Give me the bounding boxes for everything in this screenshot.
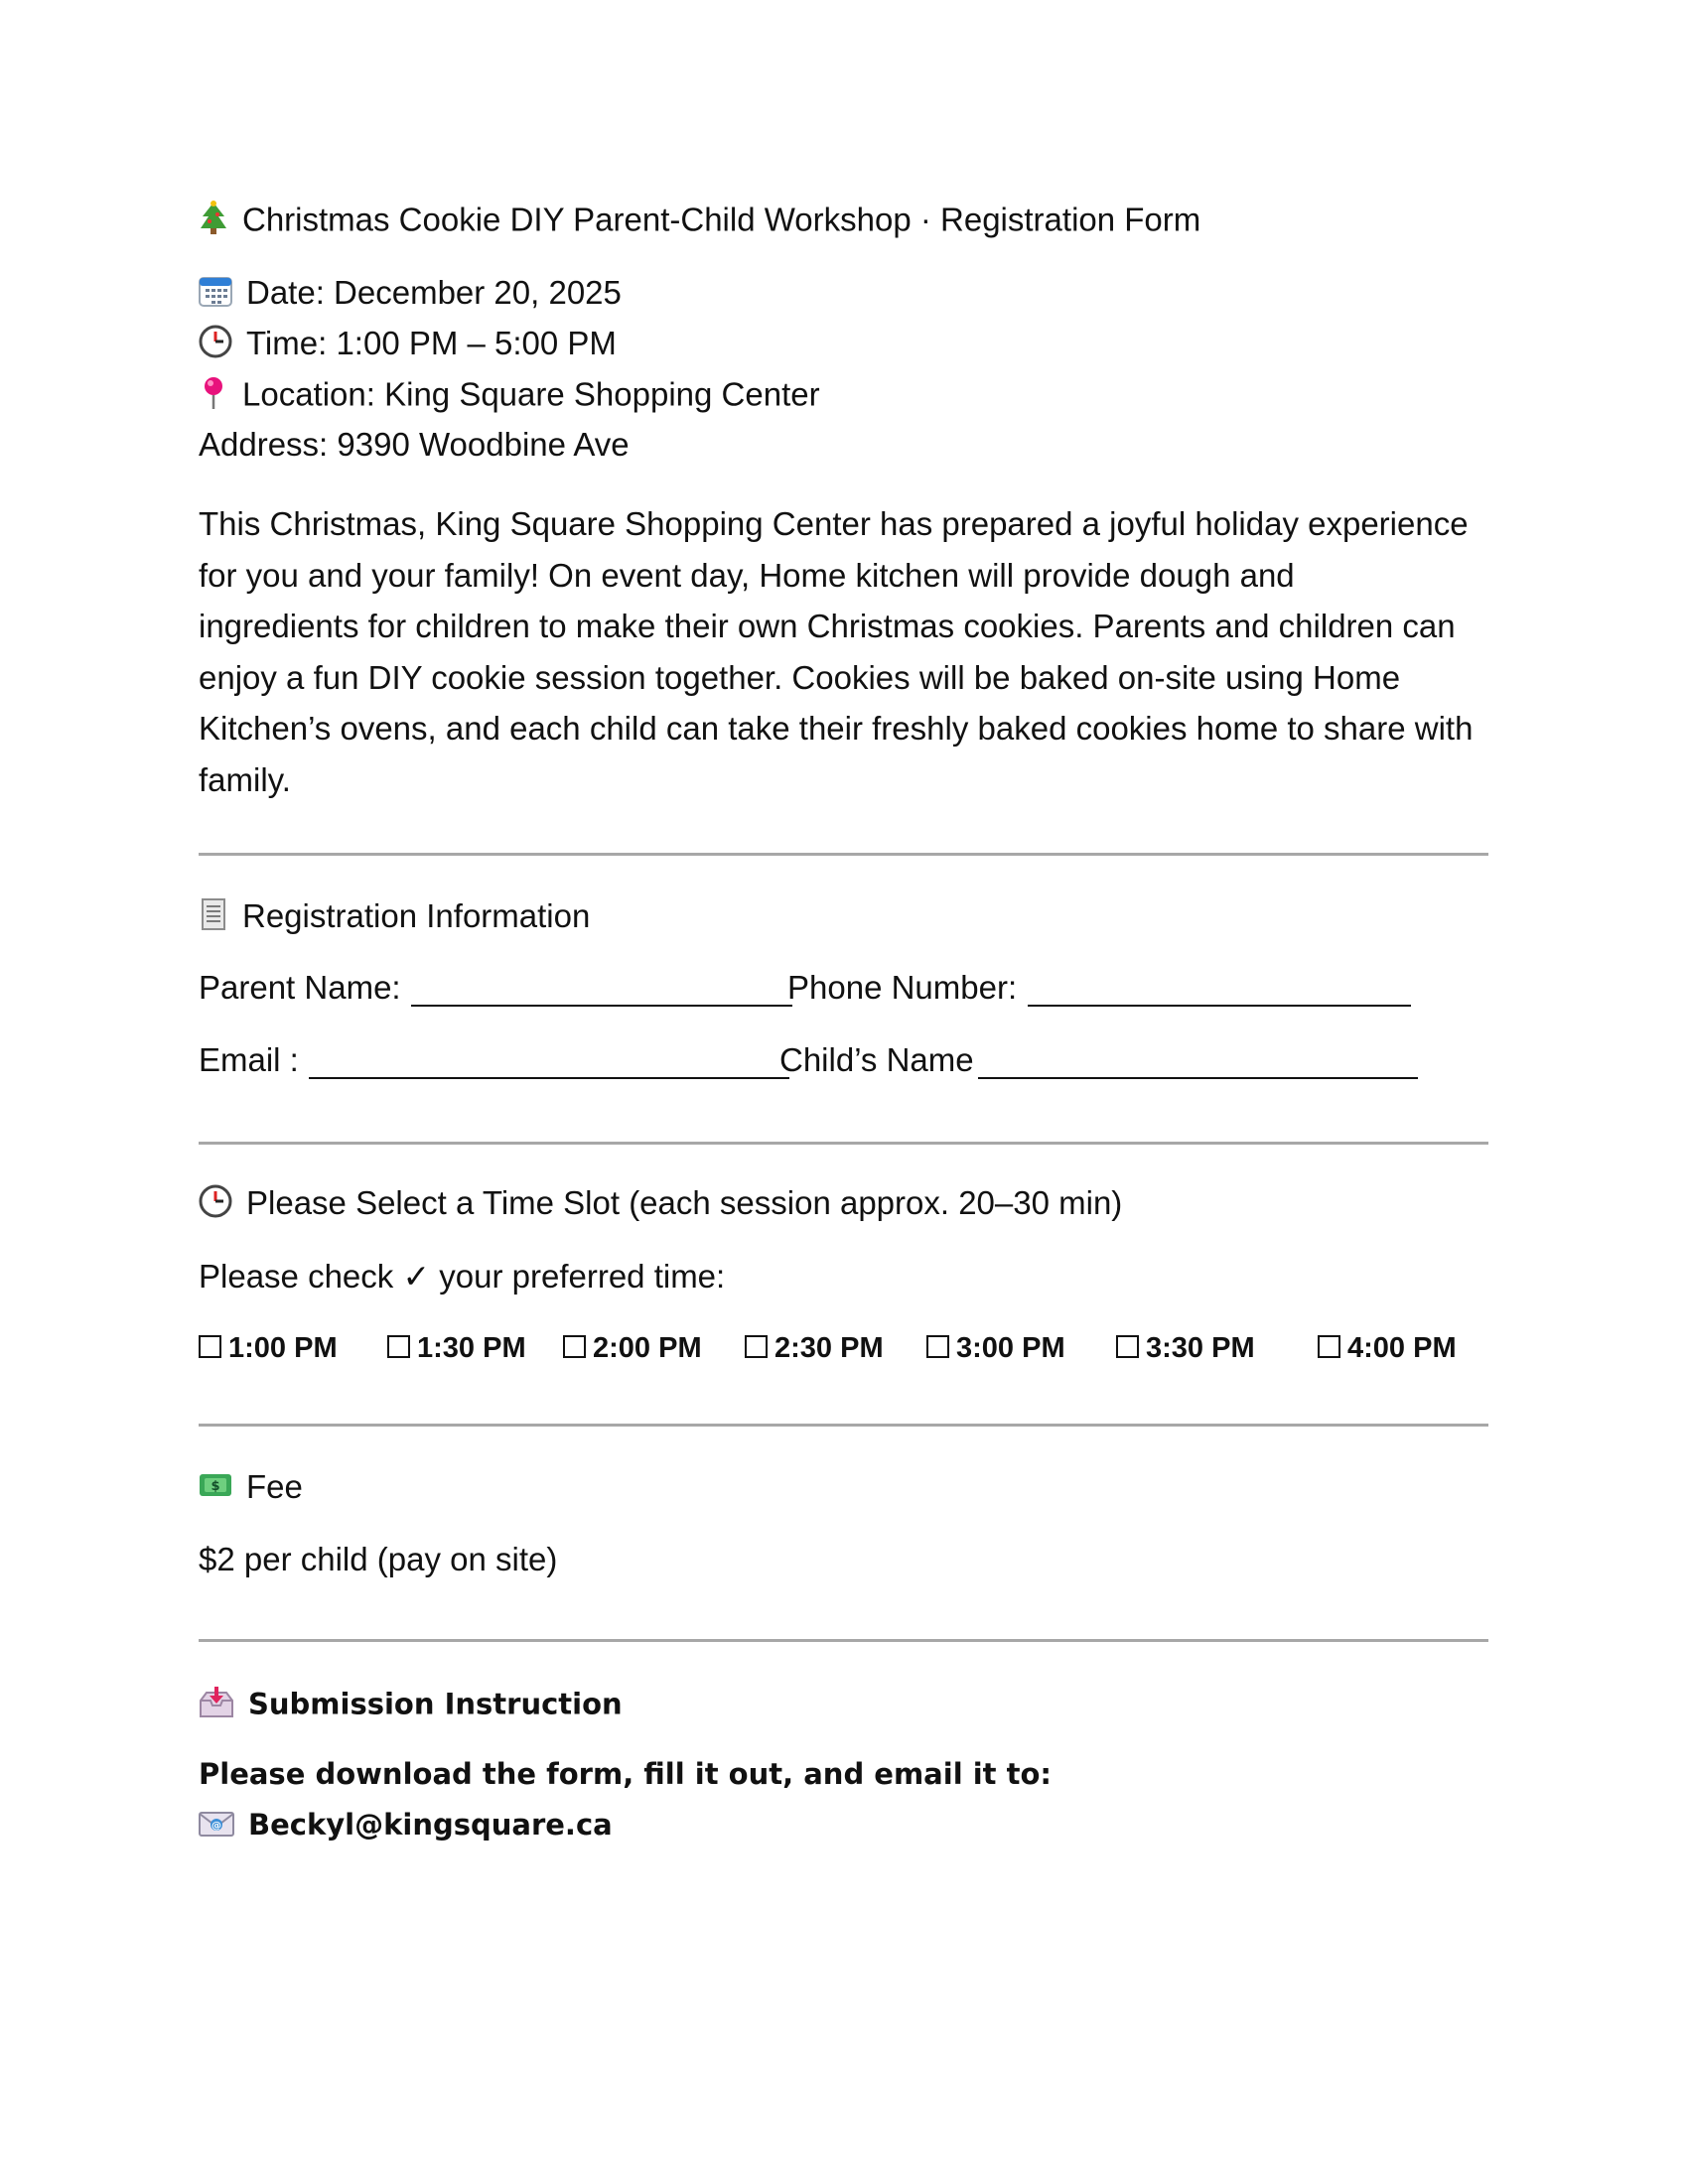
- pushpin-icon: [199, 375, 228, 419]
- time-slot-label: 4:00 PM: [1347, 1332, 1457, 1364]
- event-location: [199, 375, 820, 419]
- child-name-label: Child’s Name: [779, 1041, 974, 1078]
- time-slot-label: 3:00 PM: [956, 1332, 1065, 1364]
- section-divider: [199, 853, 1488, 856]
- registration-heading-text: Registration Information: [242, 897, 591, 934]
- time-slot-heading: [199, 1184, 1122, 1226]
- svg-text:@: @: [211, 1820, 221, 1832]
- child-name-field[interactable]: [978, 1047, 1418, 1079]
- envelope-icon: [199, 1810, 234, 1844]
- time-slot-label: 2:30 PM: [774, 1332, 884, 1364]
- checkbox[interactable]: [745, 1335, 768, 1358]
- phone-number-field[interactable]: [1028, 975, 1411, 1007]
- fee-heading-text: Fee: [246, 1468, 303, 1505]
- receipt-icon: [199, 897, 228, 939]
- clock-icon: [199, 1184, 232, 1226]
- event-location-text: Location: King Square Shopping Center: [242, 375, 820, 413]
- intro-line: enjoy a fun DIY cookie session together. Cookies will be baked on-site using Home: [199, 658, 1401, 696]
- time-slot-label: 2:00 PM: [593, 1332, 702, 1364]
- intro-line: Kitchen’s ovens, and each child can take their freshly baked cookies home to share with: [199, 710, 1474, 747]
- phone-number-label: Phone Number:: [787, 969, 1018, 1006]
- email-row: [199, 1041, 789, 1079]
- section-divider: [199, 1424, 1488, 1427]
- phone-row: [787, 969, 1411, 1007]
- submission-email-link[interactable]: Beckyl@kingsquare.ca: [248, 1808, 613, 1842]
- checkbox[interactable]: [1318, 1335, 1340, 1358]
- svg-text:$: $: [211, 1479, 220, 1495]
- submission-heading: [199, 1687, 623, 1725]
- time-slot-option-4[interactable]: [745, 1332, 884, 1365]
- submission-text: Please download the form, fill it out, and email it to:: [199, 1757, 1053, 1791]
- registration-heading: [199, 897, 590, 939]
- time-slot-label: 1:30 PM: [417, 1332, 526, 1364]
- submission-heading-text: Submission Instruction: [248, 1687, 623, 1721]
- time-slot-option-1[interactable]: [199, 1332, 338, 1365]
- checkbox[interactable]: [926, 1335, 949, 1358]
- fee-heading: [199, 1468, 303, 1508]
- parent-name-field[interactable]: [411, 975, 792, 1007]
- checkbox[interactable]: [387, 1335, 410, 1358]
- checkbox[interactable]: [199, 1335, 221, 1358]
- time-slot-option-7[interactable]: [1318, 1332, 1457, 1365]
- intro-line: for you and your family! On event day, Home kitchen will provide dough and: [199, 556, 1295, 594]
- intro-line: This Christmas, King Square Shopping Center has prepared a joyful holiday experience: [199, 505, 1469, 542]
- event-time-text: Time: 1:00 PM – 5:00 PM: [246, 325, 617, 361]
- time-slot-option-6[interactable]: [1116, 1332, 1255, 1365]
- event-date: [199, 274, 622, 315]
- intro-line: ingredients for children to make their own Christmas cookies. Parents and children can: [199, 608, 1456, 644]
- submission-email-row: [199, 1808, 613, 1844]
- time-slot-instruction: Please check ✓ your preferred time:: [199, 1258, 726, 1295]
- time-slot-label: 3:30 PM: [1146, 1332, 1255, 1364]
- event-date-text: Date: December 20, 2025: [246, 274, 622, 311]
- email-label: Email :: [199, 1041, 299, 1078]
- parent-name-row: [199, 969, 792, 1007]
- checkbox[interactable]: [1116, 1335, 1139, 1358]
- clock-icon: [199, 325, 232, 366]
- section-divider: [199, 1142, 1488, 1145]
- calendar-icon: [199, 275, 232, 315]
- form-title: [199, 201, 1200, 244]
- parent-name-label: Parent Name:: [199, 969, 401, 1006]
- event-time: [199, 325, 617, 366]
- fee-text: $2 per child (pay on site): [199, 1541, 558, 1577]
- time-slot-option-5[interactable]: [926, 1332, 1065, 1365]
- section-divider: [199, 1639, 1488, 1642]
- time-slot-label: 1:00 PM: [228, 1332, 338, 1364]
- time-slot-option-2[interactable]: [387, 1332, 526, 1365]
- inbox-tray-icon: [199, 1687, 234, 1725]
- checkbox[interactable]: [563, 1335, 586, 1358]
- money-icon: [199, 1470, 232, 1508]
- intro-line: family.: [199, 760, 291, 798]
- christmas-tree-icon: [199, 201, 228, 244]
- time-slot-option-3[interactable]: [563, 1332, 702, 1365]
- email-field[interactable]: [309, 1047, 789, 1079]
- intro-paragraph: [199, 498, 1489, 805]
- form-title-text: Christmas Cookie DIY Parent-Child Workshop · Registration Form: [242, 201, 1201, 238]
- time-slot-heading-text: Please Select a Time Slot (each session approx. 20–30 min): [246, 1184, 1123, 1221]
- event-address: Address: 9390 Woodbine Ave: [199, 426, 630, 463]
- child-name-row: [779, 1041, 1418, 1079]
